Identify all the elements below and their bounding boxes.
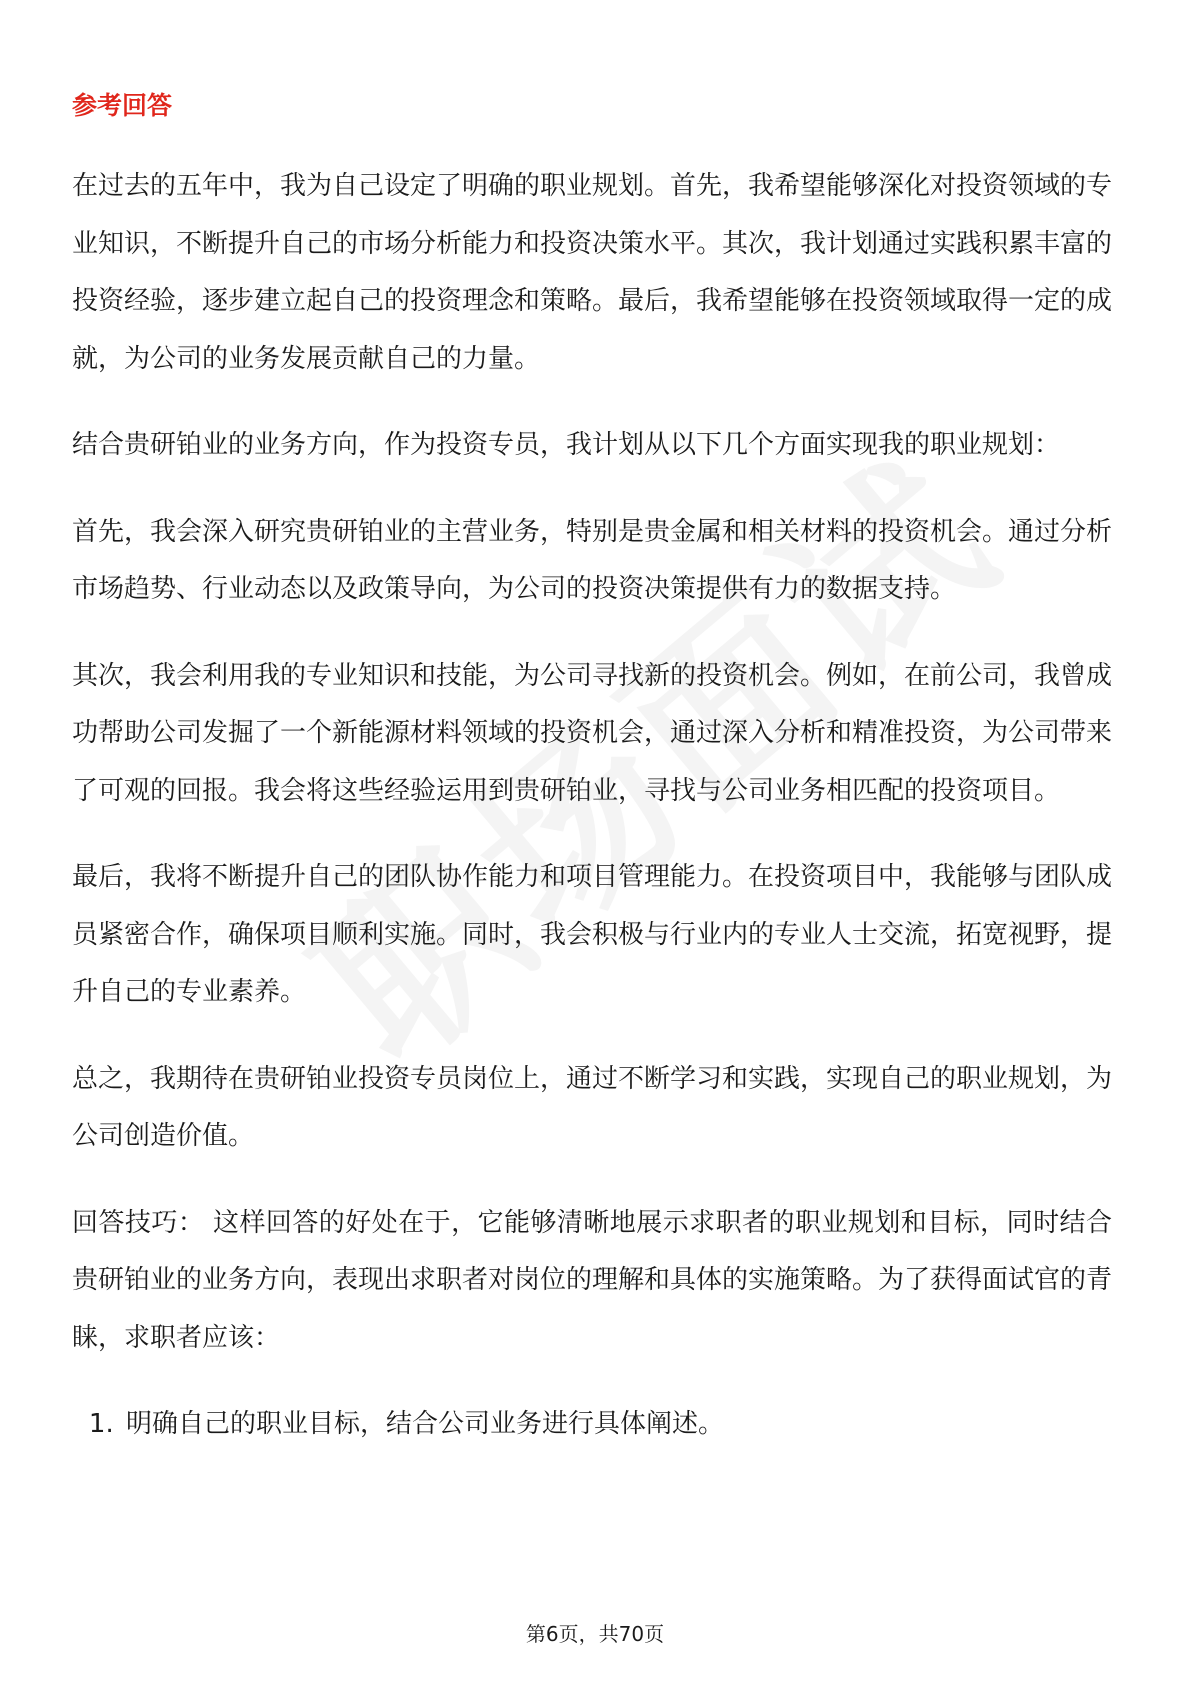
tips-list — [72, 1396, 1112, 1453]
paragraph-3: 首先，我会深入研究贵研铂业的主营业务，特别是贵金属和相关材料的投资机会。通过分析市场趋势、行业动态以及政策导向，为公司的投资决策提供有力的数据支持。 — [72, 516, 1113, 604]
paragraph-1: 在过去的五年中，我为自己设定了明确的职业规划。首先，我希望能够深化对投资领域的专业知识，不断提升自己的市场分析能力和投资决策水平。其次，我计划通过实践积累丰富的投资经验，逐步建立起自己的投资理念和策略。最后，我希望能够在投资领域取得一定的成就，为公司的业务发展贡献自己的力量。 — [72, 171, 1113, 374]
paragraph-7: 回答技巧： 这样回答的好处在于，它能够清晰地展示求职者的职业规划和目标，同时结合贵研铂业的业务方向，表现出求职者对岗位的理解和具体的实施策略。为了获得面试官的青睐，求职者应该： — [72, 1207, 1113, 1353]
paragraph-5: 最后，我将不断提升自己的团队协作能力和项目管理能力。在投资项目中，我能够与团队成员紧密合作，确保项目顺利实施。同时，我会积极与行业内的专业人士交流，拓宽视野，提升自己的专业素养。 — [72, 862, 1113, 1007]
paragraph-4: 其次，我会利用我的专业知识和技能，为公司寻找新的投资机会。例如，在前公司，我曾成功帮助公司发掘了一个新能源材料领域的投资机会，通过深入分析和精准投资，为公司带来了可观的回报。我会将这些经验运用到贵研铂业，寻找与公司业务相匹配的投资项目。 — [72, 660, 1113, 806]
page-number: 第6页，共70页 — [525, 1622, 665, 1646]
section-heading: 参考回答 — [72, 91, 173, 120]
document-body — [72, 88, 1112, 1453]
paragraph-2: 结合贵研铂业的业务方向，作为投资专员，我计划从以下几个方面实现我的职业规划： — [72, 430, 1061, 460]
paragraph-6: 总之，我期待在贵研铂业投资专员岗位上，通过不断学习和实践，实现自己的职业规划，为公司创造价值。 — [72, 1063, 1113, 1151]
list-item: 1. 明确自己的职业目标，结合公司业务进行具体阐述。 — [122, 1396, 1112, 1453]
